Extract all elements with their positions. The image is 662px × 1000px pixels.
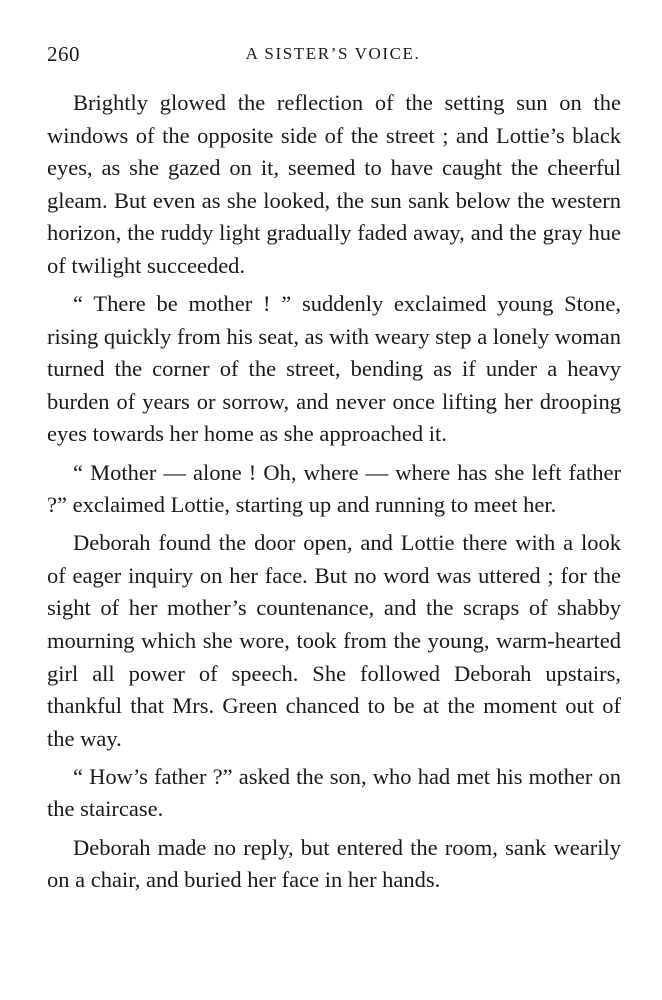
paragraph-deborah-door: Deborah found the door open, and Lottie there with a look of eager inquiry on her face. But no word was uttered ; for the sight of her mother’s countenance, and the scraps of shabby mourning which she wore, took from the young, warm-hearted girl all power of speech. She followed Deborah upstairs, thankful that Mrs. Green chanced to be at the moment out of the way. [47,530,621,751]
paragraph-sunset: Brightly glowed the reflection of the setting sun on the windows of the opposite side of the street ; and Lottie’s black eyes, as she gazed on it, seemed to have caught the cheerful gleam. But even as she looked, the sun sank below the western horizon, the ruddy light gradually faded away, and the gray hue of twilight succeeded. [47,90,621,278]
paragraph-there-be-mother: “ There be mother ! ” suddenly exclaimed young Stone, rising quickly from his seat, as with weary step a lonely woman turned the corner of the street, bending as if under a heavy burden of years or sorrow, and never once lifting her drooping eyes towards her home as she approached it. [47,291,621,447]
paragraph-hows-father: “ How’s father ?” asked the son, who had met his mother on the staircase. [47,763,621,822]
running-title: A SISTER’S VOICE. [245,44,421,63]
page-number: 260 [47,42,80,66]
paragraph-deborah-no-reply: Deborah made no reply, but entered the room, sank wearily on a chair, and buried her face in her hands. [47,834,621,893]
body-text [47,87,621,897]
paragraph-mother-alone: “ Mother — alone ! Oh, where — where has she left father ?” exclaimed Lottie, starting up and running to meet her. [47,459,621,518]
page-header [47,42,619,72]
